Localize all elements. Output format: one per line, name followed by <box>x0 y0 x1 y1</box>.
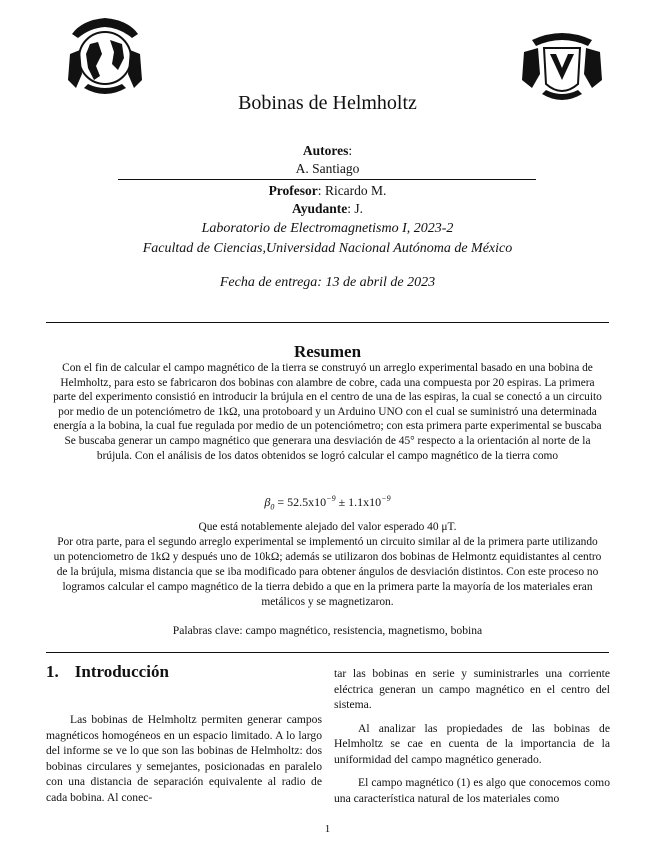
right-column <box>334 666 610 814</box>
unam-logo <box>62 14 148 100</box>
autores-value: A. Santiago <box>295 161 360 176</box>
result-equation: $\beta_0 = 52.5x10^{-9} \pm 1.1x10^{-9}$ <box>264 494 391 512</box>
abstract-top-rule <box>46 322 609 323</box>
left-column <box>46 712 322 813</box>
abstract-bottom-rule <box>46 652 609 653</box>
abstract-title: Resumen <box>293 342 362 361</box>
abstract-paragraph-3: Por otra parte, para el segundo arreglo experimental se implementó un circuito similar al de la primera parte utilizando un potenciometro de 1kΩ y después uno de 10kΩ; además se utilizaron dos bobinas de Helmontz equidistantes al centro de la brújula, misma distancia que se iba modificado para obtener ángulos de desviación distintos. Con este proceso no logramos calcular el campo magnético de la tierra debido a que en la primera parte la mayoría de los materiales eran metálicos y se magnetizaron. <box>53 536 602 608</box>
ayudante-label: Ayudante <box>291 201 348 216</box>
staff-block: Profesor: Ricardo M. Ayudante: J. <box>268 183 387 216</box>
submission-date: Fecha de entrega: 13 de abril de 2023 <box>219 275 436 290</box>
ayudante-value: J. <box>354 201 364 216</box>
section-title: Introducción <box>74 662 169 681</box>
authors-divider <box>118 179 536 180</box>
lab-line: Laboratorio de Electromagnetismo I, 2023-2 <box>201 221 454 236</box>
paper-title: Bobinas de Helmholtz <box>238 92 417 114</box>
section-number: 1. <box>46 662 59 681</box>
autores-label: Autores <box>302 143 349 158</box>
abstract-paragraph-1: Con el fin de calcular el campo magnético de la tierra se construyó un arreglo experimental basado en una bobina de Helmholtz, para esto se fabricaron dos bobinas con alambre de cobre, cada una compuesta por 20 espiras. La primera parte del experimento consistió en introducir la brújula en el centro de una de las espiras, la cual se conectó a un circuito por medio de un potenciómetro de 1kΩ, una protoboard y un Arduino UNO con el cual se suministró una determinada energía a la bobina, la cual fue regulada por medio de un potenciómetro; con esta primera parte experimental se buscaba Se buscaba generar un campo magnético que generara una desviación de 45° respecto a la orientación al norte de la brújula. Con el análisis de los datos obtenidos se logró calcular el campo magnético de la tierra como <box>53 362 602 462</box>
abstract-paragraph-2: Que está notablemente alejado del valor esperado 40 μT. <box>198 521 457 533</box>
authors-block: Autores: A. Santiago <box>0 142 655 178</box>
section-heading <box>46 662 169 682</box>
intro-paragraph-3: El campo magnético (1) es algo que conocemos como una característica natural de los materiales como <box>334 776 610 805</box>
intro-paragraph-1-cont: tar las bobinas en serie y suministrarles una corriente eléctrica generan un campo magnético en el centro del sistema. <box>334 667 610 711</box>
profesor-label: Profesor <box>268 183 318 198</box>
abstract-continued <box>52 520 603 610</box>
intro-paragraph-1: Las bobinas de Helmholtz permiten generar campos magnéticos homogéneos en un espacio limitado. A lo largo del informe se ve lo que son las bobinas de Helmholtz: dos bobinas circulares y semejantes, posicionadas en paralelo con una distancia de separación equivalente al radio de cada bobina. Al conec- <box>46 713 322 804</box>
page-number: 1 <box>324 823 331 835</box>
facultad-line: Facultad de Ciencias,Universidad Nacional Autónoma de México <box>142 241 513 256</box>
keywords: Palabras clave: campo magnético, resistencia, magnetismo, bobina <box>172 624 483 637</box>
intro-paragraph-2: Al analizar las propiedades de las bobinas de Helmholtz se cae en cuenta de la importancia de la uniformidad del campo magnético generado. <box>334 721 610 766</box>
profesor-value: Ricardo M. <box>324 183 387 198</box>
affiliation <box>0 219 655 259</box>
